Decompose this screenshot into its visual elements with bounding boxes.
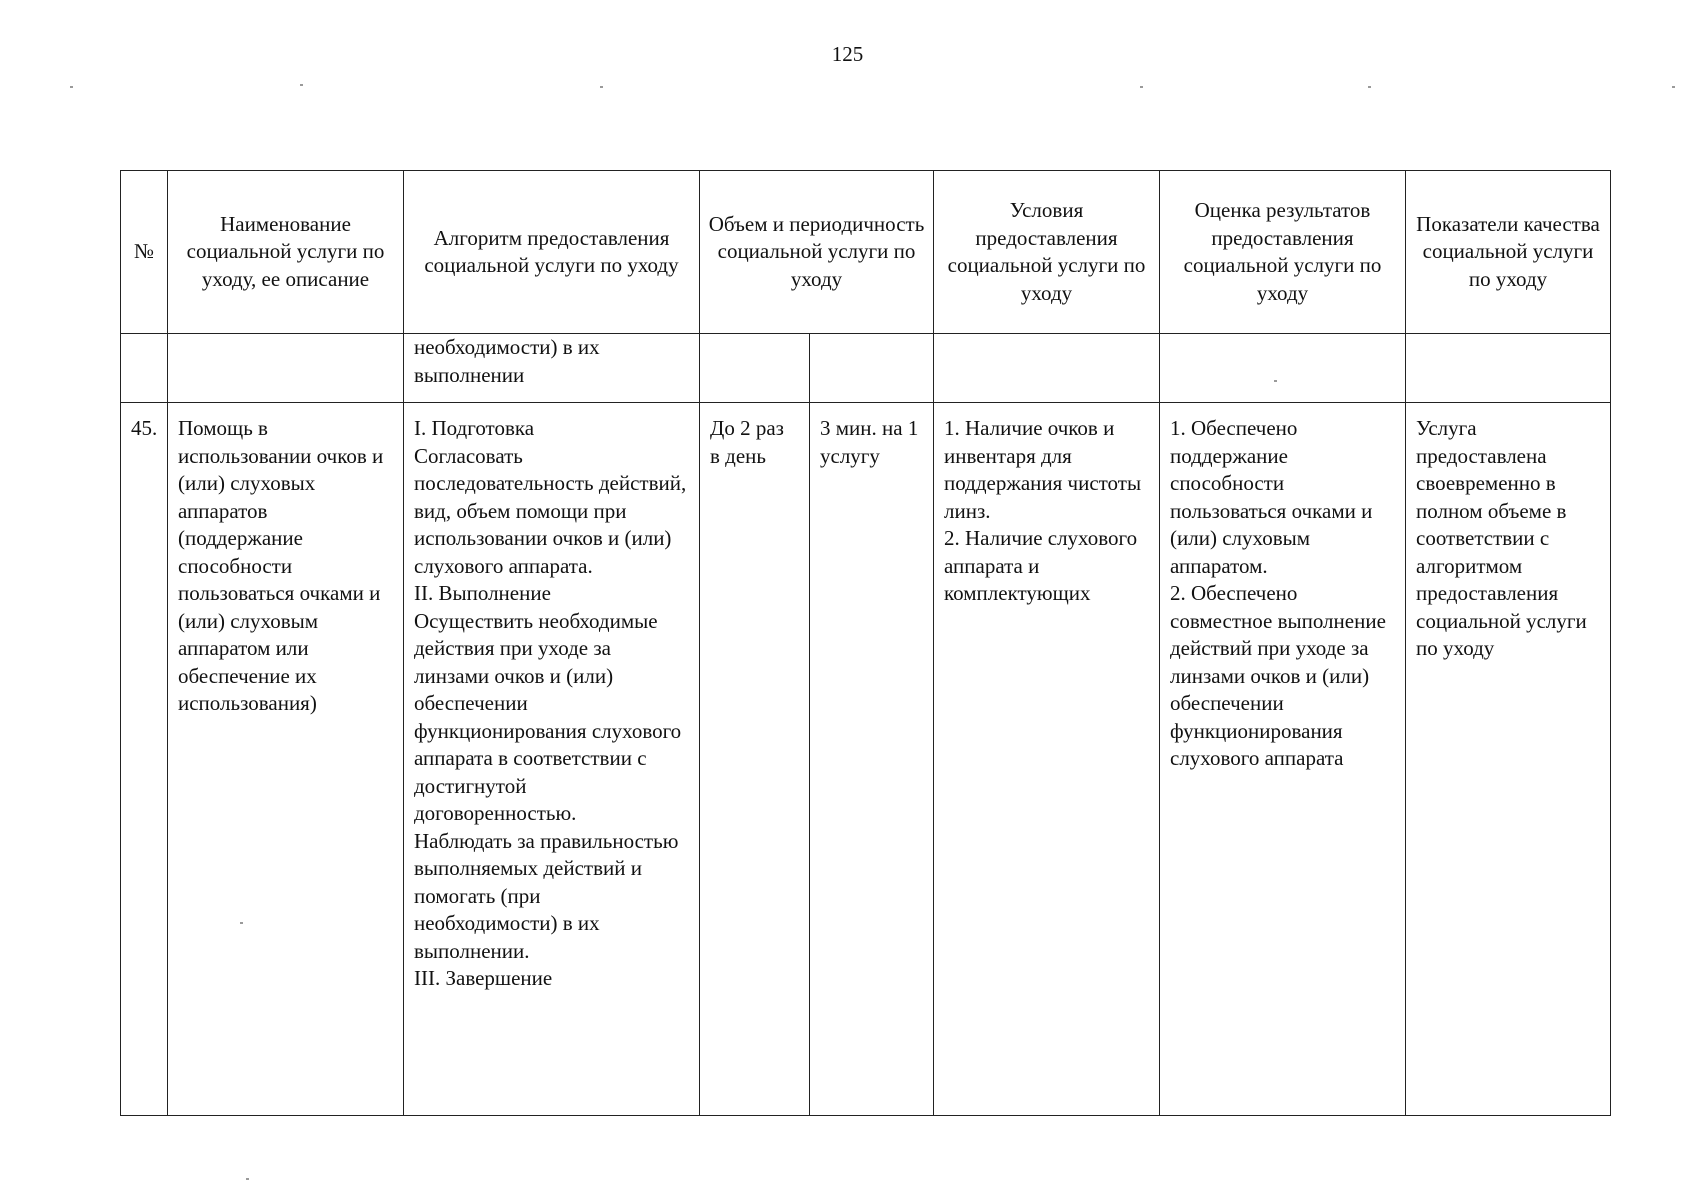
cont-name-cell (168, 334, 404, 403)
scan-speck (1672, 86, 1675, 88)
algorithm-line: Согласовать последовательность действий, вид, объем помощи при использовании очков и (или) слухового аппарата. (414, 443, 687, 578)
conditions-line: 1. Наличие очков и инвентаря для поддержания чистоты линз. (944, 416, 1142, 523)
evaluation-line: 1. Обеспечено поддержание способности пользоваться очками и (или) слуховым аппаратом. (1170, 416, 1373, 578)
scan-speck (1368, 86, 1371, 88)
scan-speck (300, 84, 303, 86)
scan-speck (1140, 86, 1143, 88)
cont-volume-cell (810, 334, 934, 403)
table-header-row (121, 171, 1611, 334)
scan-speck (1274, 380, 1277, 382)
evaluation-line: 2. Обеспечено совместное выполнение действий при уходе за линзами очков и (или) обеспечении функционирования слухового аппарата (1170, 581, 1386, 770)
scan-speck (246, 1178, 249, 1180)
table-row (121, 403, 1611, 1116)
continuation-row (121, 334, 1611, 403)
scan-speck (600, 86, 603, 88)
services-table (120, 170, 1611, 1116)
service-name-cell: Помощь в использовании очков и (или) слуховых аппаратов (поддержание способности пользоваться очками и (или) слуховым аппаратом или обеспечение их использования) (168, 403, 404, 1116)
header-volume: Объем и периодичность социальной услуги по уходу (700, 171, 934, 334)
cont-conditions-cell (934, 334, 1160, 403)
evaluation-cell (1160, 403, 1406, 1116)
volume-cell: 3 мин. на 1 услугу (810, 403, 934, 1116)
header-num: № (121, 171, 168, 334)
frequency-cell: До 2 раз в день (700, 403, 810, 1116)
algorithm-line: Осуществить необходимые действия при уходе за линзами очков и (или) обеспечении функционирования слухового аппарата в соответствии с достигнутой договоренностью. (414, 608, 682, 825)
page-number: 125 (831, 42, 864, 66)
scan-speck (240, 922, 243, 924)
algorithm-line: II. Выполнение (414, 581, 551, 605)
algorithm-line: Наблюдать за правильностью выполняемых действий и помогать (при необходимости) в их выполнении. (414, 828, 679, 963)
header-algorithm: Алгоритм предоставления социальной услуги по уходу (404, 171, 700, 334)
cont-num-cell (121, 334, 168, 403)
header-conditions: Условия предоставления социальной услуги по уходу (934, 171, 1160, 334)
scan-speck (70, 86, 73, 88)
header-evaluation: Оценка результатов предоставления социальной услуги по уходу (1160, 171, 1406, 334)
conditions-cell (934, 403, 1160, 1116)
header-quality: Показатели качества социальной услуги по уходу (1406, 171, 1611, 334)
algorithm-cell (404, 403, 700, 1116)
header-service-name: Наименование социальной услуги по уходу, ее описание (168, 171, 404, 334)
cont-algorithm-cell: необходимости) в их выполнении (404, 334, 700, 403)
cont-frequency-cell (700, 334, 810, 403)
conditions-line: 2. Наличие слухового аппарата и комплектующих (944, 526, 1138, 605)
algorithm-line: III. Завершение (414, 966, 553, 990)
row-number: 45. (121, 403, 168, 1116)
algorithm-line: I. Подготовка (414, 416, 535, 440)
cont-quality-cell (1406, 334, 1611, 403)
quality-cell: Услуга предоставлена своевременно в полном объеме в соответствии с алгоритмом предоставления социальной услуги по уходу (1406, 403, 1611, 1116)
cont-evaluation-cell (1160, 334, 1406, 403)
